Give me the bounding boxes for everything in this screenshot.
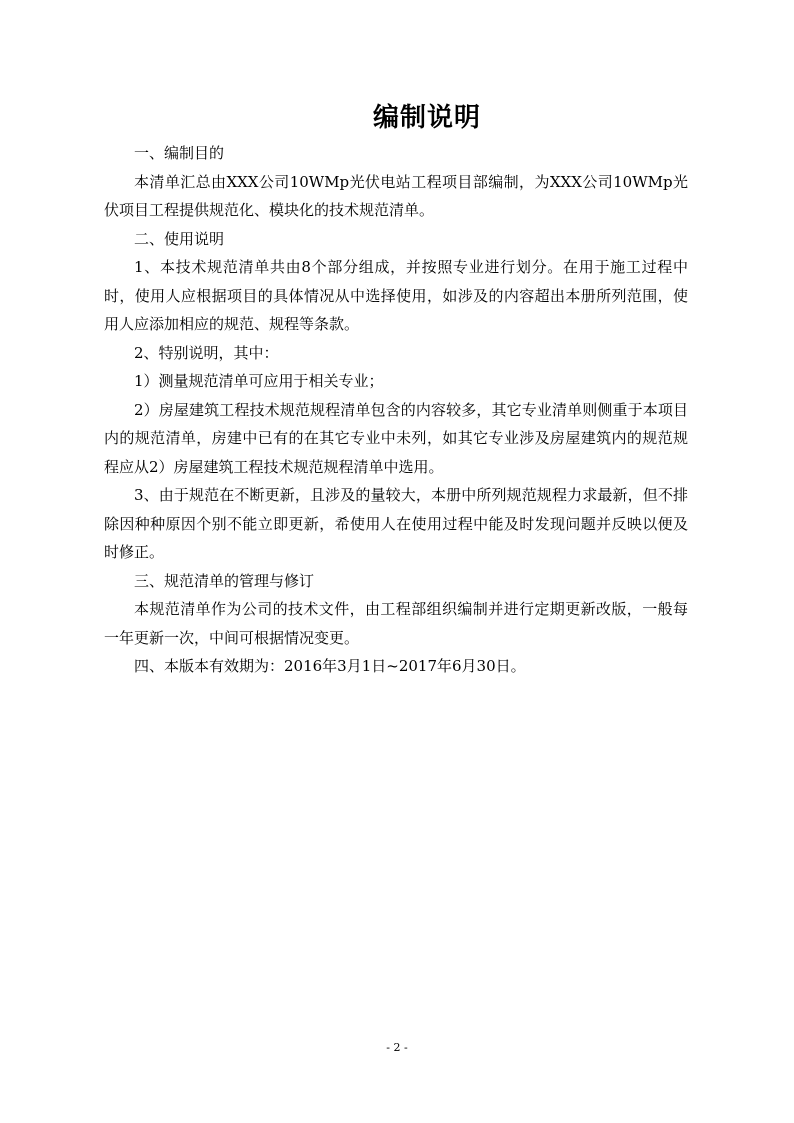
document-body [104, 139, 688, 681]
section-heading-usage: 二、使用说明 [134, 229, 225, 248]
paragraph-management: 本规范清单作为公司的技术文件，由工程部组织编制并进行定期更新改版，一般每一年更新一次，中间可根据情况变更。 [104, 600, 688, 647]
paragraph-usage-1: 1、本技术规范清单共由8个部分组成，并按照专业进行划分。在用于施工过程中时，使用人应根据项目的具体情况从中选择使用，如涉及的内容超出本册所列范围，使用人应添加相应的规范、规程等条款。 [104, 258, 688, 333]
paragraph-purpose: 本清单汇总由XXX公司10WMp光伏电站工程项目部编制，为XXX公司10WMp光伏项目工程提供规范化、模块化的技术规范清单。 [104, 172, 688, 219]
paragraph-usage-2-item-2: 2）房屋建筑工程技术规范规程清单包含的内容较多，其它专业清单则侧重于本项目内的规范清单，房建中已有的在其它专业中未列，如其它专业涉及房屋建筑内的规范规程应从2）房屋建筑工程技术规范规程清单中选用。 [104, 400, 688, 476]
paragraph-usage-3: 3、由于规范在不断更新，且涉及的量较大，本册中所列规范规程力求最新，但不排除因种种原因个别不能立即更新，希使用人在使用过程中能及时发现问题并反映以便及时修正。 [104, 486, 688, 561]
paragraph-usage-2-item-1: 1）测量规范清单可应用于相关专业； [134, 372, 384, 390]
page-title: 编制说明 [372, 103, 481, 133]
paragraph-validity: 四、本版本有效期为：2016年3月1日~2017年6月30日。 [134, 657, 526, 675]
section-heading-management: 三、规范清单的管理与修订 [134, 571, 315, 590]
section-heading-purpose: 一、编制目的 [134, 144, 225, 162]
paragraph-usage-2: 2、特别说明，其中： [134, 343, 279, 362]
page-number: - 2 - [386, 1041, 408, 1054]
